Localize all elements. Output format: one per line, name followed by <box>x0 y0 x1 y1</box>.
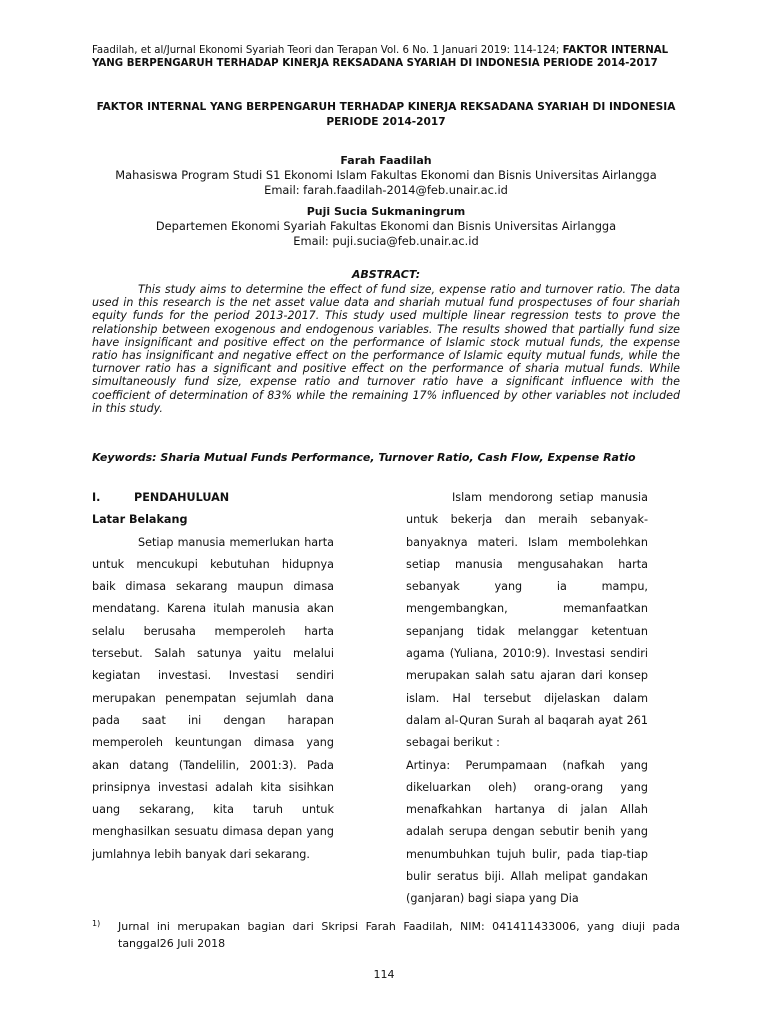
section-title: PENDAHULUAN <box>134 491 230 504</box>
body-paragraph: Artinya: Perumpamaan (nafkah yang dikeluarkan oleh) orang-orang yang menafkahkan hartanya di jalan Allah adalah serupa dengan sebutir benih yang menumbuhkan tujuh bulir, pada tiap-tiap bulir seratus biji. Allah melipat gandakan (ganjaran) bagi siapa yang Dia <box>406 758 648 906</box>
paper-title: FAKTOR INTERNAL YANG BERPENGARUH TERHADAP KINERJA REKSADANA SYARIAH DI INDONESIA PERIODE 2014-2017 <box>96 101 676 128</box>
author-block-1 <box>92 153 680 198</box>
author-email: Email: farah.faadilah-2014@feb.unair.ac.id <box>264 183 508 197</box>
author-name: Farah Faadilah <box>340 154 432 167</box>
footnote <box>92 918 680 952</box>
keywords: Keywords: Sharia Mutual Funds Performance, Turnover Ratio, Cash Flow, Expense Ratio <box>92 451 636 464</box>
section-heading <box>92 487 334 509</box>
author-name: Puji Sucia Sukmaningrum <box>306 205 466 218</box>
running-header-title: FAKTOR INTERNAL YANG BERPENGARUH TERHADAP KINERJA REKSADANA SYARIAH DI INDONESIA PERIODE 2014-2017 <box>92 45 669 69</box>
subsection-heading: Latar Belakang <box>92 513 188 527</box>
abstract-text: This study aims to determine the effect of fund size, expense ratio and turnover ratio. The data used in this research is the net asset value data and shariah mutual fund prospectuses of four shariah equity funds for the period 2013-2017. This study used multiple linear regression tests to prove the relationship between exogenous and endogenous variables. The results showed that partially fund size have insignificant and positive effect on the performance of Islamic stock mutual funds, the expense ratio has insignificant and negative effect on the performance of Islamic equity mutual funds, while the turnover ratio has a significant and positive effect on the performance of sharia mutual funds. While simultaneously fund size, expense ratio and turnover ratio have a significant influence with the coefficient of determination of 83% while the remaining 17% influenced by other variables not included in this study. <box>92 283 680 415</box>
page-number: 114 <box>373 968 395 981</box>
body-paragraph: Setiap manusia memerlukan harta untuk mencukupi kebutuhan hidupnya baik dimasa sekarang maupun dimasa mendatang. Karena itulah manusia akan selalu berusaha memperoleh harta tersebut. Salah satunya yaitu melalui kegiatan investasi. Investasi sendiri merupakan penempatan sejumlah dana pada saat ini dengan harapan memperoleh keuntungan dimasa yang akan datang (Tandelilin, 2001:3). Pada prinsipnya investasi adalah kita sisihkan uang sekarang, kita taruh untuk menghasilkan sesuatu dimasa depan yang jumlahnya lebih banyak dari sekarang. <box>92 535 334 861</box>
author-affiliation: Departemen Ekonomi Syariah Fakultas Ekonomi dan Bisnis Universitas Airlangga <box>155 219 617 233</box>
left-column <box>92 487 334 866</box>
author-affiliation: Mahasiswa Program Studi S1 Ekonomi Islam Fakultas Ekonomi dan Bisnis Universitas Airlangga <box>115 168 657 182</box>
section-number: I. <box>92 491 101 504</box>
running-header <box>92 44 680 70</box>
author-block-2 <box>92 204 680 249</box>
abstract-heading: ABSTRACT: <box>351 268 421 281</box>
author-email: Email: puji.sucia@feb.unair.ac.id <box>293 234 479 248</box>
footnote-mark: 1) <box>92 919 101 928</box>
body-paragraph: Islam mendorong setiap manusia untuk bekerja dan meraih sebanyak-banyaknya materi. Islam membolehkan setiap manusia mengusahakan harta sebanyak yang ia mampu, mengembangkan, memanfaatkan sepanjang tidak melanggar ketentuan agama (Yuliana, 2010:9). Investasi sendiri merupakan salah satu ajaran dari konsep islam. Hal tersebut dijelaskan dalam dalam al-Quran Surah al baqarah ayat 261 sebagai berikut : <box>406 491 648 750</box>
running-header-citation: Faadilah, et al/Jurnal Ekonomi Syariah Teori dan Terapan Vol. 6 No. 1 Januari 2019: 114-124; <box>92 45 563 56</box>
right-column <box>406 487 648 911</box>
footnote-text: Jurnal ini merupakan bagian dari Skripsi Farah Faadilah, NIM: 041411433006, yang diuji pada tanggal26 Juli 2018 <box>118 920 680 950</box>
